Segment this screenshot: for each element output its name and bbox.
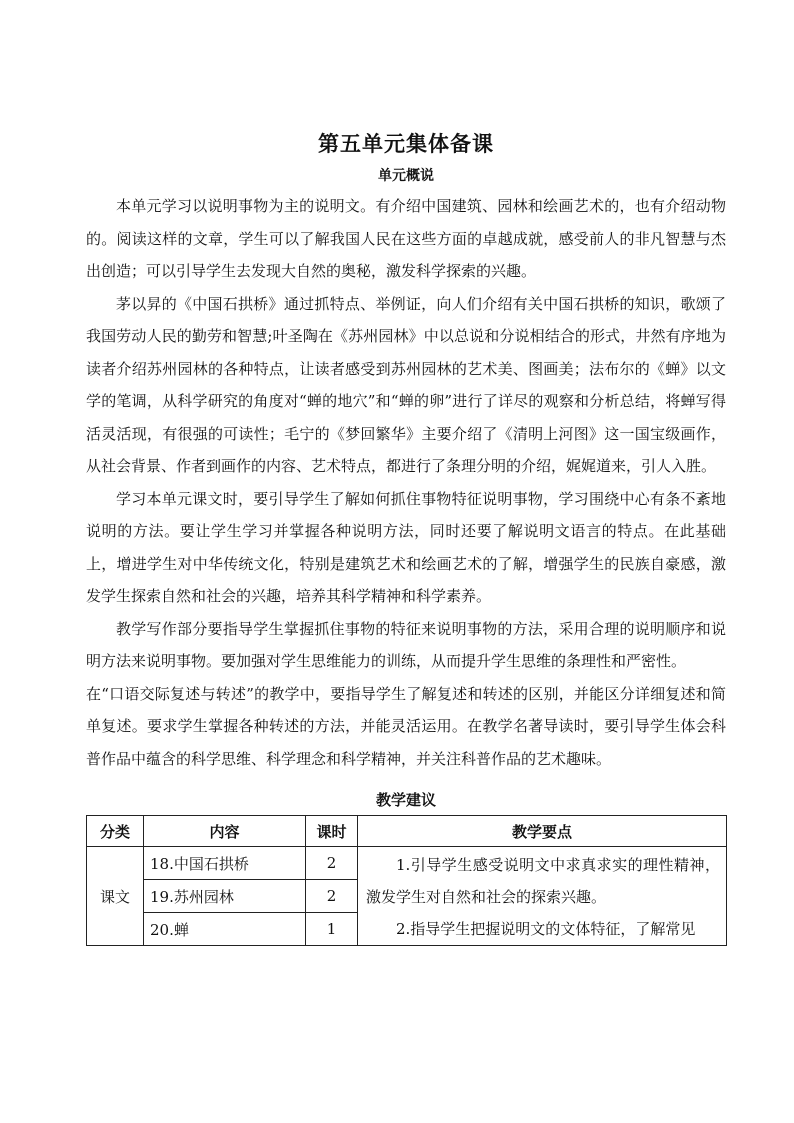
hours-cell: 2 (306, 880, 358, 913)
header-hours: 课时 (306, 816, 358, 847)
paragraph-3: 学习本单元课文时，要引导学生了解如何抓住事物特征说明事物，学习围绕中心有条不紊地说明的方法。要让学生学习并掌握各种说明方法，同时还要了解说明文语言的特点。在此基础上，增进学生对中华传统文化，特别是建筑艺术和绘画艺术的了解，增强学生的民族自豪感，激发学生探索自然和社会的兴趣，培养其科学精神和科学素养。 (86, 489, 726, 605)
hours-cell: 2 (306, 847, 358, 880)
key-point-2: 2.指导学生把握说明文的文体特征，了解常见 (396, 920, 696, 938)
table-title: 教学建议 (375, 791, 436, 809)
teaching-suggestion-table (86, 815, 727, 946)
key-point-1: 1.引导学生感受说明文中求真求实的理性精神，激发学生对自然和社会的探索兴趣。 (366, 856, 720, 906)
content-cell: 18.中国石拱桥 (144, 847, 306, 880)
paragraph-4: 教学写作部分要指导学生掌握抓住事物的特征来说明事物的方法，采用合理的说明顺序和说明方法来说明事物。要加强对学生思维能力的训练，从而提升学生思维的条理性和严密性。 (86, 619, 726, 670)
paragraph-5: 在“口语交际复述与转述”的教学中，要指导学生了解复述和转述的区别，并能区分详细复述和简单复述。要求学生掌握各种转述的方法，并能灵活运用。在教学名著导读时，要引导学生体会科普作品中蕴含的科学思维、科学理念和科学精神，并关注科普作品的艺术趣味。 (86, 684, 726, 768)
document-page (86, 124, 726, 946)
content-cell: 20.蝉 (144, 913, 306, 946)
header-key-points: 教学要点 (358, 816, 727, 847)
document-title: 第五单元集体备课 (318, 131, 494, 156)
content-cell: 19.苏州园林 (144, 880, 306, 913)
paragraph-1: 本单元学习以说明事物为主的说明文。有介绍中国建筑、园林和绘画艺术的，也有介绍动物的。阅读这样的文章，学生可以了解我国人民在这些方面的卓越成就，感受前人的非凡智慧与杰出创造；可以引导学生去发现大自然的奥秘，激发科学探索的兴趣。 (86, 197, 726, 280)
table-header-row (87, 816, 727, 847)
hours-cell: 1 (306, 913, 358, 946)
section-heading-overview: 单元概说 (378, 168, 434, 184)
paragraph-2: 茅以昇的《中国石拱桥》通过抓特点、举例证，向人们介绍有关中国石拱桥的知识，歌颂了我国劳动人民的勤劳和智慧;叶圣陶在《苏州园林》中以总说和分说相结合的形式，井然有序地为读者介绍苏州园林的各种特点，让读者感受到苏州园林的艺术美、图画美；法布尔的《蝉》以文学的笔调，从科学研究的角度对“蝉的地穴”和“蝉的卵”进行了详尽的观察和分析总结，将蝉写得活灵活现，有很强的可读性；毛宁的《梦回繁华》主要介绍了《清明上河图》这一国宝级画作，从社会背景、作者到画作的内容、艺术特点，都进行了条理分明的介绍，娓娓道来，引人入胜。 (86, 294, 726, 475)
key-points-cell (358, 847, 727, 946)
category-cell: 课文 (87, 847, 144, 946)
header-category: 分类 (87, 816, 144, 847)
header-content: 内容 (144, 816, 306, 847)
table-row (87, 847, 727, 880)
